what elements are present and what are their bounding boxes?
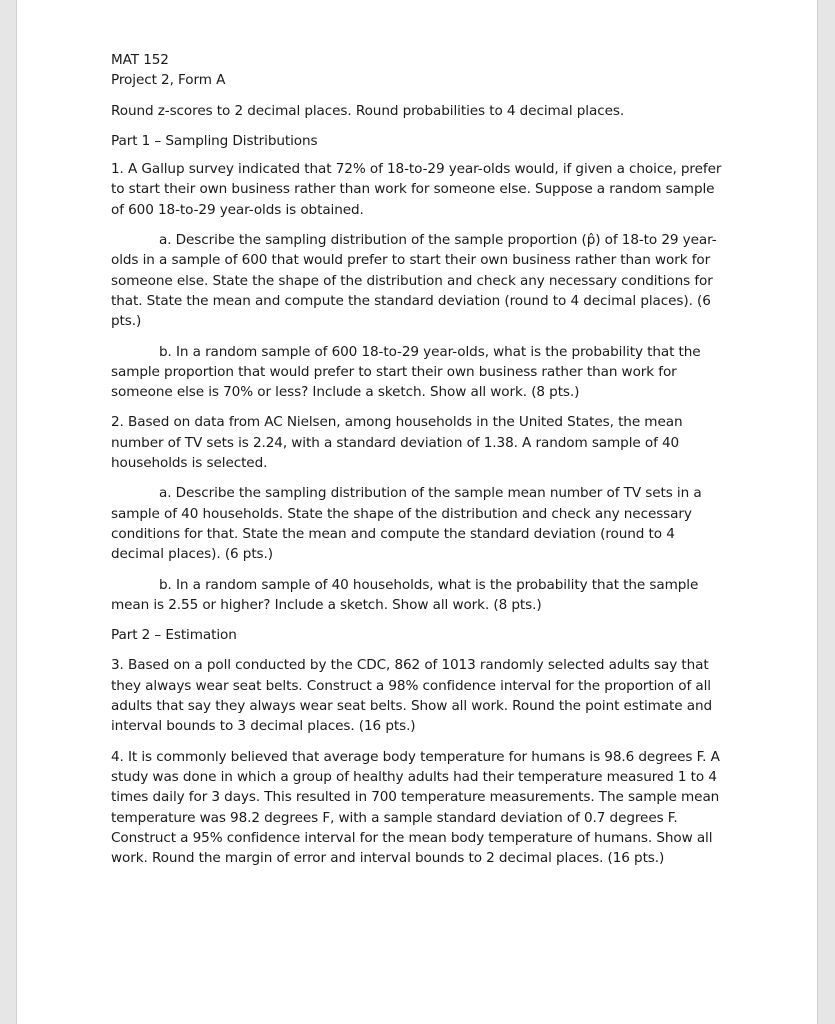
- question-1: 1. A Gallup survey indicated that 72% of 18-to-29 year-olds would, if given a choice, prefer to start their own business rather than work for someone else. Suppose a random sample of 600 18-to-29 year-olds is obtained.: [111, 161, 722, 218]
- question-2b: b. In a random sample of 40 households, what is the probability that the sample mean is 2.55 or higher? Include a sketch. Show all work. (8 pts.): [111, 576, 699, 613]
- project-title: Project 2, Form A: [111, 72, 226, 89]
- rounding-instructions: Round z-scores to 2 decimal places. Round probabilities to 4 decimal places.: [111, 102, 625, 119]
- course-title: MAT 152: [111, 52, 169, 68]
- question-1a: a. Describe the sampling distribution of the sample proportion (p̂) of 18-to 29 year-olds in a sample of 600 that would prefer to start their own business rather than work for someone else. State the shape of the distribution and check any necessary conditions for that. State the mean and compute the standard deviation (round to 4 decimal places). (6 pts.): [111, 232, 717, 330]
- part2-heading: Part 2 – Estimation: [111, 627, 237, 644]
- question-2a: a. Describe the sampling distribution of the sample mean number of TV sets in a sample of 40 households. State the shape of the distribution and check any necessary conditions for that. State the mean and compute the standard deviation (round to 4 decimal places). (6 pts.): [111, 485, 702, 563]
- document-body: [111, 50, 731, 868]
- question-1b: b. In a random sample of 600 18-to-29 year-olds, what is the probability that the sample proportion that would prefer to start their own business rather than work for someone else is 70% or less? Include a sketch. Show all work. (8 pts.): [111, 343, 701, 401]
- question-3: 3. Based on a poll conducted by the CDC, 862 of 1013 randomly selected adults say that they always wear seat belts. Construct a 98% confidence interval for the proportion of all adults that say they always wear seat belts. Show all work. Round the point estimate and interval bounds to 3 decimal places. (16 pts.): [111, 657, 713, 735]
- question-4: 4. It is commonly believed that average body temperature for humans is 98.6 degrees F. A study was done in which a group of healthy adults had their temperature measured 1 to 4 times daily for 3 days. This resulted in 700 temperature measurements. The sample mean temperature was 98.2 degrees F, with a sample standard deviation of 0.7 degrees F. Construct a 95% confidence interval for the mean body temperature of humans. Show all work. Round the margin of error and interval bounds to 2 decimal places. (16 pts.): [111, 748, 720, 867]
- part1-heading: Part 1 – Sampling Distributions: [111, 132, 318, 149]
- question-2: 2. Based on data from AC Nielsen, among households in the United States, the mean number of TV sets is 2.24, with a standard deviation of 1.38. A random sample of 40 households is selected.: [111, 414, 683, 472]
- document-page: [16, 0, 818, 1024]
